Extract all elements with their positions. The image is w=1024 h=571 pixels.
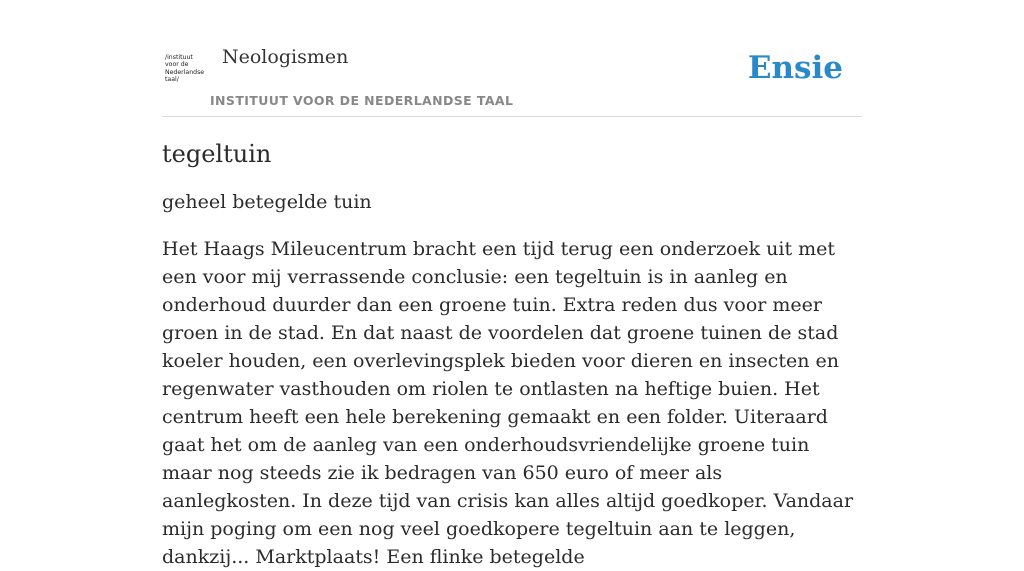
entry-definition: geheel betegelde tuin [162,191,372,213]
logo-line: /instituut [165,54,193,61]
entry-content [162,138,862,571]
entry-body-text: Het Haags Mileucentrum bracht een tijd terug een onderzoek uit met een voor mij verrassende conclusie: een tegeltuin is in aanleg en onderhoud duurder dan een groene tuin. Extra reden dus voor meer groen in de stad. En dat naast de voordelen dat groene tuinen de stad koeler houden, een overlevingsplek bieden voor dieren en insecten en regenwater vasthouden om riolen te ontlasten na heftige buien. Het centrum heeft een hele berekening gemaakt en een folder. Uiteraard gaat het om de aanleg van een onderhoudsvriendelijke groene tuin maar nog steeds zie ik bedragen van 650 euro of meer als aanlegkosten. In deze tijd van crisis kan alles altijd goedkoper. Vandaar mijn poging om een nog veel goedkopere tegeltuin aan te leggen, dankzij... Marktplaats! Een flinke betegelde [162,238,854,568]
logo-line: taal/ [165,76,179,84]
logo-line: voor de [165,61,189,69]
entry-headword: tegeltuin [162,140,272,168]
organization-name: INSTITUUT VOOR DE NEDERLANDSE TAAL [210,93,514,108]
ensie-logo-link[interactable]: Ensie [747,50,843,86]
logo-line: Nederlandse [165,68,205,76]
site-title[interactable]: Neologismen [222,46,349,68]
institute-logo[interactable] [165,54,209,84]
site-header [162,40,862,117]
